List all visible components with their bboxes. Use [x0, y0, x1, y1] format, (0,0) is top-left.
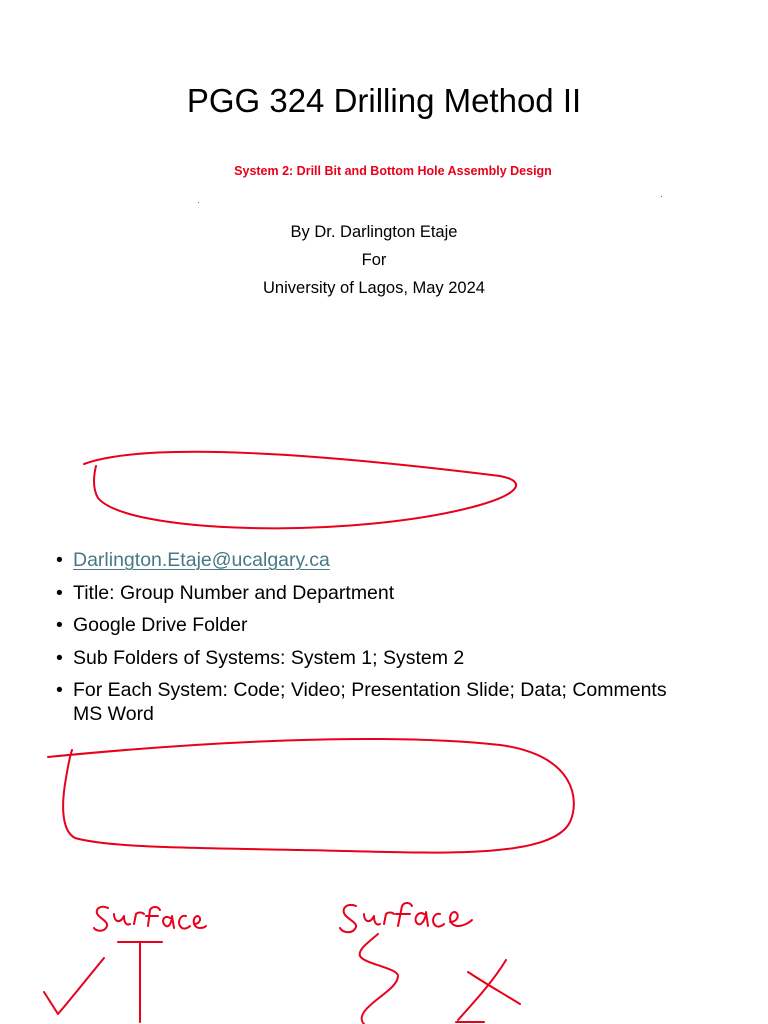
for-line: For	[361, 251, 387, 269]
ink-check-left	[44, 958, 104, 1014]
email-link[interactable]: Darlington.Etaje@ucalgary.ca	[73, 549, 330, 571]
ink-tick-left	[118, 942, 162, 1022]
ink-loop-upper	[84, 452, 516, 529]
handwriting-surface-right	[340, 903, 472, 932]
list-item: • Sub Folders of Systems: System 1; System 2	[56, 646, 696, 670]
list-item: • For Each System: Code; Video; Presentation Slide; Data; Comments MS Word	[56, 678, 696, 726]
ink-s-curve	[360, 934, 398, 1024]
list-item: • Google Drive Folder	[56, 613, 696, 637]
institution-date-line: University of Lagos, May 2024	[263, 279, 485, 297]
author-line: By Dr. Darlington Etaje	[290, 223, 458, 241]
slide-title: PGG 324 Drilling Method II	[186, 82, 582, 119]
list-item: • Title: Group Number and Department	[56, 581, 696, 605]
handwriting-surface-left	[94, 907, 206, 931]
slide-subtitle: System 2: Drill Bit and Bottom Hole Assembly Design	[234, 164, 552, 178]
ink-x-mark	[456, 960, 520, 1022]
ink-loop-lower	[48, 739, 574, 853]
